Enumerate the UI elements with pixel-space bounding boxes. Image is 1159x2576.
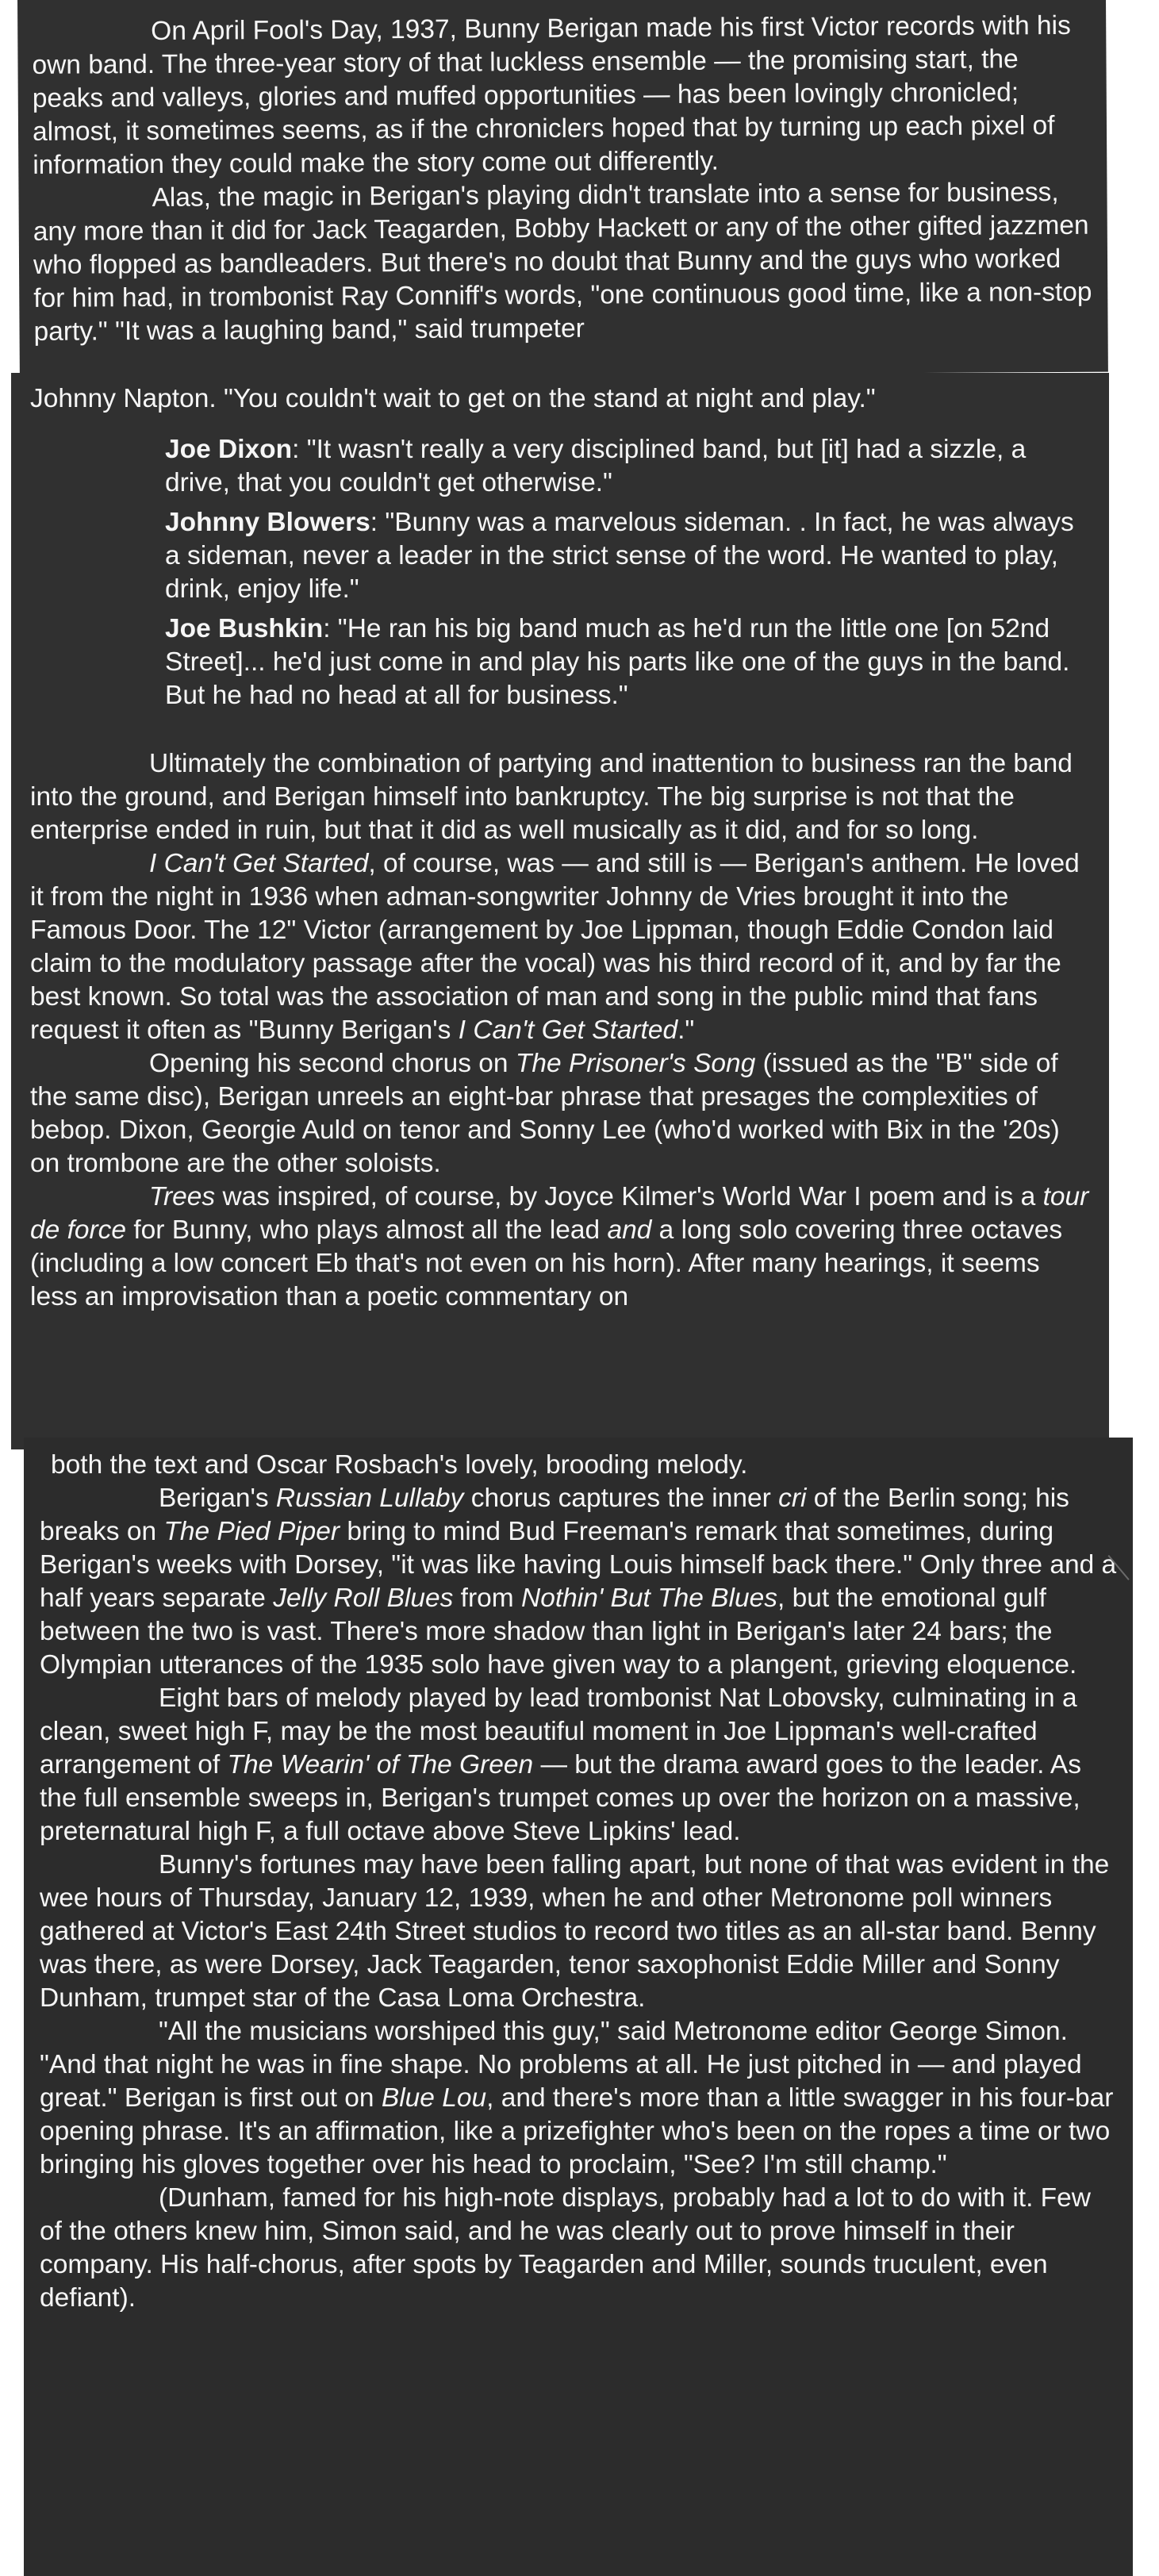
paragraph-wearin-of-the-green: Eight bars of melody played by lead trombonist Nat Lobovsky, culminating in a clean, sweet high F, may be the most beautiful moment in Joe Lippman's well-crafted arrangement of The Wearin' of The Green — but the drama award goes to the leader. As the full ensemble sweeps in, Berigan's trumpet comes up over the horizon on a massive, preternatural high F, a full octave above Steve Lipkins' lead. — [40, 1683, 1082, 1846]
paragraph-business: Alas, the magic in Berigan's playing didn't translate into a sense for business, any more than it did for Jack Teagarden, Bobby Hackett or any of the other gifted jazzmen who flopped as bandleaders. But there's no doubt that Bunny and the guys who worked for him had, in trombonist Ray Conniff's words, "one continuous good time, like a non-stop party." "It was a laughing band," said trumpeter — [33, 177, 1092, 347]
speaker-name: Johnny Blowers — [165, 508, 370, 537]
quote-joe-dixon: Joe Dixon: "It wasn't really a very disciplined band, but [it] had a sizzle, a drive, that you couldn't get otherwise." — [165, 435, 1027, 497]
clipping-block-1 — [17, 0, 1108, 378]
quote-joe-bushkin: Joe Bushkin: "He ran his big band much as he'd run the little one [on 52nd Street]... he'd just come in and play his parts like one of the guys in the band. But he had no head at all for business." — [165, 614, 1070, 710]
paragraph-blue-lou: "All the musicians worshiped this guy," said Metronome editor George Simon. "And that night he was in fine shape. No problems at all. He just pitched in — and played great." Berigan is first out on Blue Lou, and there's more than a little swagger in his four-bar opening phrase. It's an affirmation, like a prizefighter who's been on the ropes a time or two bringing his gloves together over his head to proclaim, "See? I'm still champ." — [40, 2017, 1114, 2179]
paragraph-russian-lullaby: Berigan's Russian Lullaby chorus captures the inner cri of the Berlin song; his breaks on The Pied Piper bring to mind Bud Freeman's remark that sometimes, during Berigan's weeks with Dorsey, "it was like having Louis himself back there." Only three and a half years separate Jelly Roll Blues from Nothin' But The Blues, but the emotional gulf between the two is vast. There's more shadow than light in Berigan's later 24 bars; the Olympian utterances of the 1935 solo have given way to a plangent, grieving eloquence. — [40, 1484, 1117, 1680]
clipping-block-2 — [11, 373, 1109, 1449]
paragraph-trees-continued: both the text and Oscar Rosbach's lovely, brooding melody. — [51, 1450, 748, 1480]
quote-johnny-blowers: Johnny Blowers: "Bunny was a marvelous sideman. . In fact, he was always a sideman, never a leader in the strict sense of the word. He wanted to play, drink, enjoy life." — [165, 508, 1074, 604]
paragraph-bankruptcy: Ultimately the combination of partying and inattention to business ran the band into the ground, and Berigan himself into bankruptcy. The big surprise is not that the enterprise ended in ruin, but that it did as well musically as it did, and for so long. — [30, 749, 1073, 845]
paragraph-dunham: (Dunham, famed for his high-note displays, probably had a lot to do with it. Few of the others knew him, Simon said, and he was clearly out to prove himself in their company. His half-chorus, after spots by Teagarden and Miller, sounds truculent, even defiant). — [40, 2183, 1091, 2313]
speaker-name: Joe Dixon — [165, 435, 293, 464]
paragraph-metronome-all-stars: Bunny's fortunes may have been falling apart, but none of that was evident in the wee hours of Thursday, January 12, 1939, when he and other Metronome poll winners gathered at Victor's East 24th Street studios to record two titles as an all-star band. Benny was there, as were Dorsey, Jack Teagarden, tenor saxophonist Eddie Miller and Sonny Dunham, trumpet star of the Casa Loma Orchestra. — [40, 1850, 1110, 2013]
paragraph-cant-get-started: I Can't Get Started, of course, was — and still is — Berigan's anthem. He loved it from the night in 1936 when adman-songwriter Johnny de Vries brought it into the Famous Door. The 12" Victor (arrangement by Joe Lippman, though Eddie Condon laid claim to the modulatory passage after the vocal) was his third record of it, and by far the best known. So total was the association of man and song in the public mind that fans request it often as "Bunny Berigan's I Can't Get Started." — [30, 849, 1080, 1045]
paragraph-trees: Trees was inspired, of course, by Joyce Kilmer's World War I poem and is a tour de force for Bunny, who plays almost all the lead and a long solo covering three octaves (including a low concert Eb that's not even on his horn). After many hearings, it seems less an improvisation than a poetic commentary on — [30, 1182, 1089, 1311]
paragraph-prisoners-song: Opening his second chorus on The Prisoner's Song (issued as the "B" side of the same disc), Berigan unreels an eight-bar phrase that presages the complexities of bebop. Dixon, Georgie Auld on tenor and Sonny Lee (who'd worked with Bix in the '20s) on trombone are the other soloists. — [30, 1049, 1060, 1178]
speaker-name: Joe Bushkin — [165, 614, 324, 643]
paragraph-napton-quote: Johnny Napton. "You couldn't wait to get on the stand at night and play." — [30, 384, 876, 413]
clipping-block-3 — [24, 1438, 1133, 2576]
paragraph-intro: On April Fool's Day, 1937, Bunny Berigan made his first Victor records with his own band. The three-year story of that luckless ensemble — the promising start, the peaks and valleys, glories and muffed opportunities — has been lovingly chronicled; almost, it sometimes seems, as if the chroniclers hoped that by turning up each pixel of information they could make the story come out differently. — [32, 10, 1071, 180]
